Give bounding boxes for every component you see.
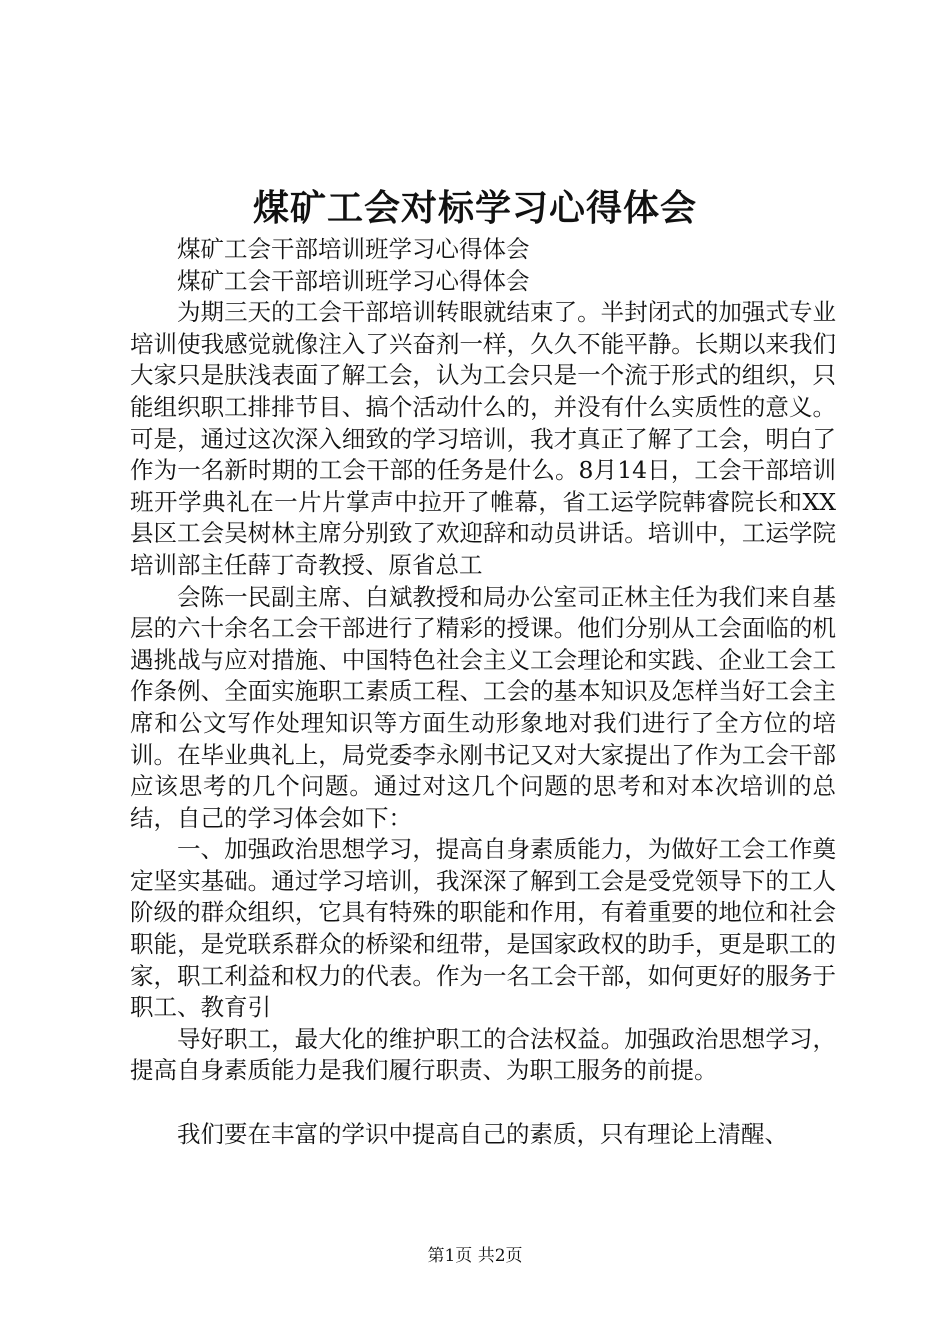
body-paragraph: 我们要在丰富的学识中提高自己的素质，只有理论上清醒、: [177, 1119, 788, 1148]
body-paragraph: 会陈一民副主席、白斌教授和局办公室司正林主任为我们来自基层的六十余名工会干部进行了精彩的授课。他们分别从工会面临的机遇挑战与应对措施、中国特色社会主义工会理论和实践、企业工会工作条例、全面实施职工素质工程、工会的基本知识及怎样当好工会主席和公文写作处理知识等方面生动形象地对我们进行了全方位的培训。在毕业典礼上，局党委李永刚书记又对大家提出了作为工会干部应该思考的几个问题。通过对这几个问题的思考和对本次培训的总结，自己的学习体会如下：: [130, 582, 836, 832]
document-title: 煤矿工会对标学习心得体会: [252, 187, 697, 229]
subtitle-line: 煤矿工会干部培训班学习心得体会: [177, 266, 530, 295]
body-paragraph: 导好职工，最大化的维护职工的合法权益。加强政治思想学习，提高自身素质能力是我们履行职责、为职工服务的前提。: [130, 1024, 836, 1085]
page-footer: 第1页 共2页: [427, 1246, 523, 1266]
subtitle-line: 煤矿工会干部培训班学习心得体会: [177, 235, 530, 263]
document-body: [130, 234, 836, 1150]
body-paragraph: 一、加强政治思想学习，提高自身素质能力，为做好工会工作奠定坚实基础。通过学习培训，我深深了解到工会是受党领导下的工人阶级的群众组织，它具有特殊的职能和作用，有着重要的地位和社会职能，是党联系群众的桥梁和纽带，是国家政权的助手，更是职工的家，职工利益和权力的代表。作为一名工会干部，如何更好的服务于职工、教育引: [130, 835, 836, 1022]
body-paragraph: 为期三天的工会干部培训转眼就结束了。半封闭式的加强式专业培训使我感觉就像注入了兴奋剂一样，久久不能平静。长期以来我们大家只是肤浅表面了解工会，认为工会只是一个流于形式的组织，只能组织职工排排节目、搞个活动什么的，并没有什么实质性的意义。可是，通过这次深入细致的学习培训，我才真正了解了工会，明白了作为一名新时期的工会干部的任务是什么。8月14日，工会干部培训班开学典礼在一片片掌声中拉开了帷幕，省工运学院韩睿院长和XX县区工会吴树林主席分别致了欢迎辞和动员讲话。培训中，工运学院培训部主任薛丁奇教授、原省总工: [130, 298, 836, 579]
